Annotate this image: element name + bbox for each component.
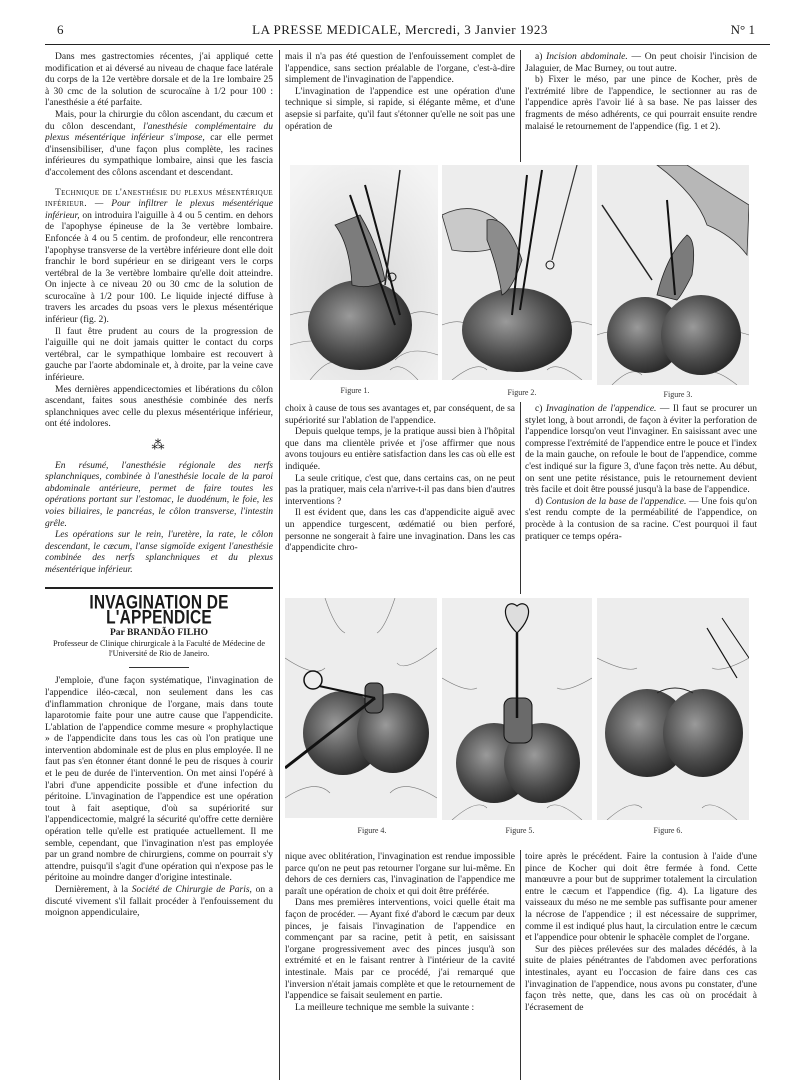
paragraph: Depuis quelque temps, je la pratique aussi bien à l'hôpital que dans ma clientèle privée et j'ose affirmer que nous avons toujours eu entière satisfaction dans les cas où elle est indiquée. [285, 427, 515, 472]
page-header [45, 22, 755, 42]
figure-2-caption: Figure 2. [507, 388, 537, 397]
middle-column-middle [285, 404, 515, 594]
paragraph: Il est évident que, dans les cas d'appendicite aiguë avec un appendice turgescent, œdématié ou bien perforé, personne ne songerait à faire une invagination. Dans les cas d'appendicite chro- [285, 508, 515, 554]
figure-5-caption: Figure 5. [505, 826, 535, 835]
paragraph: b) Fixer le méso, par une pince de Kocher, près de l'extrémité libre de l'appendice, le sectionner au ras de l'appendice après l'avoir lié à sa base. Ne pas laisser des fragments de méso adhérents, ce qui pourrait ensuite rendre malaisé le retournement de l'appendice (fig. 1 et 2). [525, 75, 757, 132]
figure-6-illustration [597, 598, 749, 820]
column-rule-mid-right [520, 402, 521, 594]
article-author: Par BRANDÃO FILHO [110, 627, 208, 638]
right-column-top [525, 52, 757, 162]
right-column-bottom [525, 852, 757, 1077]
issue-number: N° 1 [730, 22, 755, 37]
figure-3-illustration [597, 165, 749, 385]
figure-3-caption: Figure 3. [663, 390, 693, 399]
figure-4-illustration [285, 598, 437, 818]
figure-1-illustration [290, 165, 438, 380]
right-column-middle [525, 404, 757, 594]
paragraph: c) Invagination de l'appendice. — Il faut se procurer un stylet long, à bout arrondi, de façon à éviter la perforation de l'appendice lorsqu'on veut l'invaginer. En saisissant avec une compresse l'extrémité de l'appendice entre le pouce et l'index de la main gauche, on refoule le bout de l'appendice, comme c'est indiqué sur la figure 3, d'une façon très nette. Au début, on sent une petite résistance, puis le retournement devient très facile et doit être poussé jusqu'à la base de l'appendice. [525, 404, 757, 496]
section-separator: ⁂ [151, 437, 167, 452]
section-heading: Technique de l'anesthésie du plexus mésentérique inférieur. [45, 187, 273, 210]
left-column [45, 52, 273, 1077]
journal-title: LA PRESSE MEDICALE, Mercredi, 3 Janvier 1923 [252, 22, 548, 37]
header-rule [45, 44, 770, 45]
paragraph: Dans mes premières interventions, voici quelle était ma façon de procéder. — Ayant fixé d'abord le cæcum par deux pinces, je faisais l'invagination de l'appendice en commençant par sa racine, petit à petit, en saisissant l'organe progressivement avec des pinces jusqu'à son extrémité et en le faisant rentrer à l'intérieur de la cavité intestinale. Mais par ce procédé, j'ai remarqué que l'inversion n'était jamais complète et que le retournement de l'appendice se faisait seulement en partie. [285, 898, 515, 1002]
column-rule-left [279, 50, 280, 1080]
paragraph: J'emploie, d'une façon systématique, l'invagination de l'appendice iléo-cæcal, non seulement dans les cas d'inflammation chronique de l'organe, mais dans toute laparotomie faite pour une autre cause que l'appendicite. L'ablation de l'appendice comme mesure « prophylactique » de l'appendicite dans tous les cas où l'on pratique une intervention abdominale est de plus en plus employée. Il ne faut pas s'en étonner étant donné le peu de risques à courir et le peu de durée de l'intervention. On met ainsi l'opéré à l'abri d'une appendicite possible et d'une infection du péritoine. L'invagination de l'appendice est une opération tout à fait aseptique, d'où sa supériorité sur l'appendicectomie, malgré la sécurité qu'offre cette dernière opération telle qu'elle est pratiquée actuellement. Il me semble, cependant, que l'invagination n'est pas employée par un grand nombre de chirurgiens, comme on pourrait s'y attendre, puisqu'il s'agit d'une opération qui n'expose pas le péritoine au moindre danger d'origine intestinale. [45, 676, 273, 884]
article-header [45, 587, 273, 669]
paragraph: choix à cause de tous ses avantages et, par conséquent, de sa supériorité sur l'ablation de l'appendice. [285, 404, 515, 426]
paragraph: toire après le précédent. Faire la contusion à l'aide d'une pince de Kocher qui doit être fermée à fond. Cette manœuvre a pour but de supprimer totalement la circulation entre le cæcum et l'appendice (fig. 4). La ligature des vaisseaux du méso ne me semble pas suffisante pour amener la nécrose de l'appendice ; il est nécessaire de supprimer, comme il est indiqué plus haut, la circulation entre le cæcum et l'appendice pour obtenir le sphacèle complet de l'organe. [525, 852, 757, 944]
middle-column-bottom [285, 852, 515, 1077]
article-title: INVAGINATION DE L'APPENDICE [89, 591, 229, 628]
divider [129, 667, 189, 668]
figure-6-caption: Figure 6. [653, 826, 683, 835]
figure-4-caption: Figure 4. [357, 826, 387, 835]
paragraph: d) Contusion de la base de l'appendice. — Une fois qu'on s'est rendu compte de la perméabilité de l'appendice, on procède à la contusion de sa racine. C'est pourquoi il faut pratiquer ce temps opéra- [525, 496, 757, 542]
paragraph: Dans mes gastrectomies récentes, j'ai appliqué cette modification et ai déversé au niveau de chaque face latérale du corps de la 12e vertèbre dorsale et de la 1re lombaire 25 à 30 cmc de la solution de scurocaïne à 1/2 pour 100 : l'anesthésie a été parfaite. [45, 52, 273, 109]
middle-column-top [285, 52, 515, 162]
paragraph: Sur des pièces prélevées sur des malades décédés, à la suite de plaies pénétrantes de l'abdomen avec perforations intestinales, ayant eu l'occasion de faire dans ces cas l'invagination de l'appendice, nous avons pu constater, d'une façon très nette, que, dans les cas où on procédait à l'écrasement de [525, 944, 757, 1013]
paragraph: L'invagination de l'appendice est une opération d'une technique si simple, si rapide, si élégante même, et d'une asepsie si parfaite, qu'il faut s'étonner qu'elle ne soit pas une opération de [285, 86, 515, 132]
paragraph: Mais, pour la chirurgie du côlon ascendant, du cæcum et du côlon descendant, l'anesthésie complémentaire du plexus mésentérique inférieur s'impose, car elle permet d'insensibiliser, d'une façon plus complète, les racines inférieures du sympathique lombaire, ainsi que les fascia d'accolement des côlons ascendant et descendant. [45, 109, 273, 178]
paragraph: La meilleure technique me semble la suivante : [295, 1002, 475, 1013]
paragraph: Il faut être prudent au cours de la progression de l'aiguille qui ne doit jamais quitter le contact du corps vertébral, car le sympathique lombaire est recouvert à gauche par l'aorte abdominale et, à droite, par la veine cave inférieure. [45, 326, 273, 384]
column-rule-bottom-right [520, 850, 521, 1080]
author-affiliation: Professeur de Clinique chirurgicale à la Faculté de Médecine de l'Université de Rio de Janeiro. [52, 639, 266, 659]
paragraph: Dernièrement, à la Société de Chirurgie de Paris, on a discuté vivement s'il fallait procéder à l'enfouissement du moignon appendiculaire, [45, 885, 273, 919]
figure-5-illustration [442, 598, 592, 820]
paragraph: Mes dernières appendicectomies et libérations du côlon ascendant, faites sous anesthésie combinée des nerfs splanchniques avec celle du plexus mésentérique inférieur, ont été indolores. [45, 384, 273, 430]
technique-paragraph: Technique de l'anesthésie du plexus mésentérique inférieur. — Pour infiltrer le plexus mésentérique inférieur, on introduira l'aiguille à 4 ou 5 centim. en dehors de l'apophyse épineuse de la 3e vertèbre lombaire. Enfoncée à 4 ou 5 centim. de profondeur, elle rencontrera l'apophyse transverse de la vertèbre inférieure dont elle doit franchir le bord supérieur en se dirigeant vers le corps vertébral de la 3e vertèbre lombaire qu'elle doit atteindre. On injecte à ce niveau 20 ou 30 cmc de la solution de scurocaïne à 1/2 pour 100. Le liquide injecté diffuse à travers les arcades du psoas vers le plexus mésentérique inférieur (fig. 2). [45, 187, 273, 326]
summary-paragraph: Les opérations sur le rein, l'uretère, la rate, le côlon descendant, le cæcum, l'anse sigmoïde exigent l'anesthésie combinée des nerfs splanchniques et du plexus mésentérique inférieur. [45, 530, 273, 575]
summary-paragraph: En résumé, l'anesthésie régionale des nerfs splanchniques, combinée à l'anesthésie locale de la paroi abdominale antérieure, permet de faire toutes les opérations portant sur l'estomac, le duodénum, le foie, les voies biliaires, le pancréas, le côlon transverse, l'intestin grêle. [45, 460, 273, 529]
paragraph: mais il n'a pas été question de l'enfouissement complet de l'appendice, sans section préalable de l'organe, c'est-à-dire simplement de l'invagination de l'appendice. [285, 52, 515, 86]
page-number: 6 [57, 22, 64, 37]
figure-2-illustration [442, 165, 592, 380]
column-rule-top-right [520, 50, 521, 162]
paragraph: nique avec oblitération, l'invagination est rendue impossible parce qu'on ne peut pas retourner l'organe sur lui-même. En dehors de ces derniers cas, l'invagination de l'appendice me paraît une opération de choix et qui doit être préférée. [285, 852, 515, 897]
paragraph: La seule critique, c'est que, dans certains cas, on ne peut pas la pratiquer, mais cela n'arrive-t-il pas dans bien d'autres interventions ? [285, 473, 515, 507]
figure-1-caption: Figure 1. [340, 386, 370, 395]
paragraph: a) Incision abdominale. — On peut choisir l'incision de Jalaguier, de Mac Burney, ou tout autre. [525, 52, 757, 74]
